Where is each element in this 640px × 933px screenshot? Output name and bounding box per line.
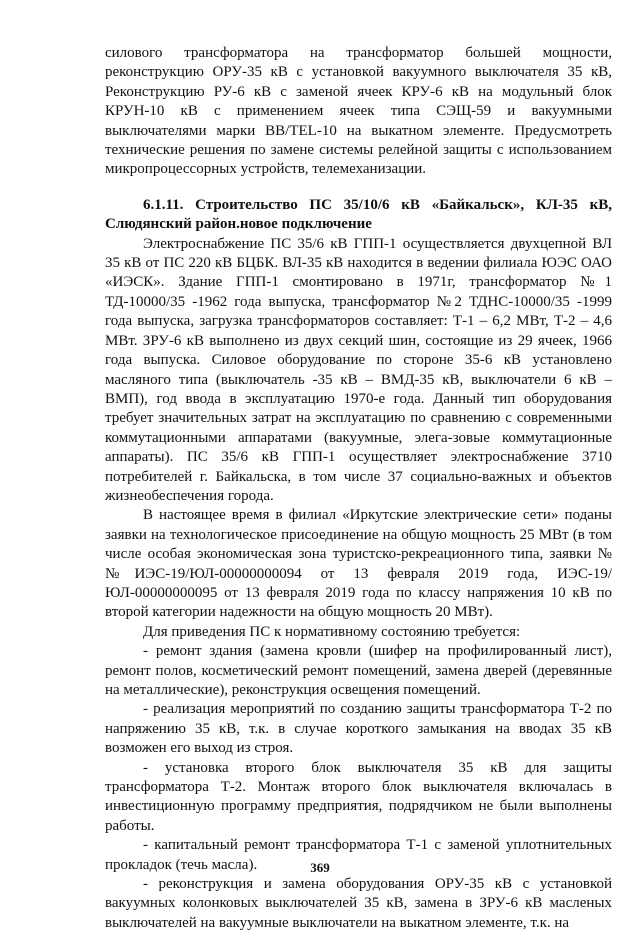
list-item-t2-protection: - реализация мероприятий по созданию защиты трансформатора Т-2 по напряжению 35 кВ, т.к. в случае короткого замыкания на вводах 35 кВ возможен его выход из строя.	[105, 701, 612, 757]
paragraph-power-supply: Электроснабжение ПС 35/6 кВ ГПП-1 осуществляется двухцепной ВЛ 35 кВ от ПС 220 кВ БЦБК. ВЛ-35 кВ находится в ведении филиала ЮЭС ОАО «ИЭСК». Здание ГПП-1 смонтировано в 1971г, трансформатор №1 ТД-10000/35 -1962 года выпуска, трансформатор №2 ТДНС-10000/35 -1999 года выпуска, загрузка трансформаторов составляет: Т-1 – 6,2 МВт, Т-2 – 4,6 МВт. ЗРУ-6 кВ выполнено из двух секций шин, состоящие из 29 ячеек, 1966 года выпуска. Силовое оборудование по стороне 35-6 кВ установлено масляного типа (выключатель -35 кВ – ВМД-35 кВ, выключатели 6 кВ – ВМП), год ввода в эксплуатацию 1970-е года. Данный тип оборудования требует значительных затрат на эксплуатацию по сравнению с современными коммутационными аппаратами (вакуумные, элега-зовые коммутационные аппараты). ПС 35/6 кВ ГПП-1 осуществляет электроснабжение 3710 потребителей г. Байкальска, в том числе 37 социально-важных и объектов жизнеобеспечения города.	[105, 235, 612, 504]
list-item-building-repair: - ремонт здания (замена кровли (шифер на профилированный лист), ремонт полов, косметический ремонт помещений, замена дверей (деревянные на металлические), реконструкция освещения помещений.	[105, 643, 612, 698]
section-heading: 6.1.11. Строительство ПС 35/10/6 кВ «Байкальск», КЛ-35 кВ, Слюдянский район.новое подключение	[105, 196, 612, 233]
paragraph-applications: В настоящее время в филиал «Иркутские электрические сети» поданы заявки на технологическое присоединение на общую мощность 25 МВт (в том числе особая экономическая зона туристско-рекреационного типа, заявки №№ИЭС-19/ЮЛ-00000000094 от 13 февраля 2019 года, ИЭС-19/ЮЛ-00000000095 от 13 февраля 2019 года по классу напряжения 10 кВ по второй категории надежности на общую мощность 20 МВт).	[105, 507, 612, 621]
list-item-second-breaker: - установка второго блок выключателя 35 кВ для защиты трансформатора Т-2. Монтаж второго блок выключателя включалась в инвестиционную программу предприятия, подрядчиком не были выполнены работы.	[105, 759, 612, 834]
intro-paragraph: силового трансформатора на трансформатор большей мощности, реконструкцию ОРУ-35 кВ с установкой вакуумного выключателя 35 кВ, Реконструкцию РУ-6 кВ с заменой ячеек КРУ-6 кВ на модульный блок КРУН-10 кВ с применением ячеек типа СЭЩ-59 и вакуумными выключателями марки ВВ/TEL-10 на выкатном элементе. Предусмотреть технические решения по замене системы релейной защиты с использованием микропроцессорных устройств, телемеханизации.	[105, 45, 612, 178]
paragraph-requirements-intro: Для приведения ПС к нормативному состоянию требуется:	[143, 623, 521, 640]
list-item-oru-reconstruction: - реконструкция и замена оборудования ОРУ-35 кВ с установкой вакуумных колонковых выключателей 35 кВ, замена в ЗРУ-6 кВ масленых выключателей на вакуумные выключатели на выкатном элементе, т.к. на	[105, 876, 612, 931]
list-item-t1-overhaul: - капитальный ремонт трансформатора Т-1 с заменой уплотнительных прокладок (течь масла).	[105, 837, 612, 873]
page-number: 369	[310, 860, 330, 875]
